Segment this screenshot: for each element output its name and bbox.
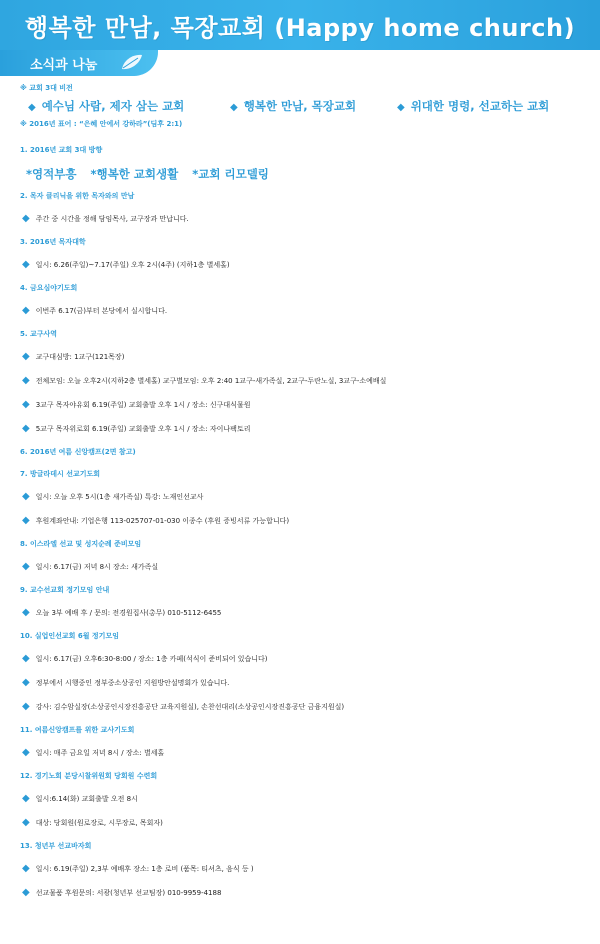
section-title: 11. 여름신앙캠프를 위한 교사기도회 [20,726,135,734]
list-item [20,369,590,393]
diamond-bullet-icon: ◆ [22,677,30,688]
diamond-bullet-icon: ◆ [22,351,30,362]
list-item-text: 이번주 6.17(금)부터 본당에서 실시합니다. [35,307,168,315]
direction-item: *교회 리모델링 [192,167,269,181]
section-list [20,139,590,905]
diamond-bullet-icon: ◆ [22,259,30,270]
diamond-bullet-icon: ◆ [22,887,30,898]
list-item-text: 일시:6.14(화) 교회출발 오전 8시 [35,795,138,803]
vision-text: 예수님 사람, 제자 삼는 교회 [41,99,185,113]
diamond-bullet-icon: ◆ [22,817,30,828]
diamond-bullet-icon: ◆ [22,375,30,386]
list-item [20,811,590,835]
list-item-text: 오늘 3부 예배 후 / 문의: 전경원집사(총무) 010-5112-6455 [35,609,222,617]
section-title: 6. 2016년 여름 신앙캠프(2면 참고) [20,448,136,456]
list-item [20,485,590,509]
direction-list [20,161,590,185]
diamond-bullet-icon: ◆ [22,747,30,758]
section-title: 8. 이스라엘 선교 및 성지순례 준비모임 [20,540,142,548]
section-title: 10. 실업인선교회 6월 정기모임 [20,632,119,640]
list-item-text: 일시: 6.19(주일) 2,3부 예배후 장소: 1층 로비 (품목: 티셔츠, 음식 등 ) [35,865,254,873]
diamond-bullet-icon: ◆ [22,793,30,804]
list-item [20,299,590,323]
page-title: 행복한 만남, 목장교회 (Happy home church) [24,13,576,42]
diamond-bullet-icon: ◆ [22,515,30,526]
direction-item: *행복한 교회생활 [90,167,179,181]
list-item-text: 일시: 매주 금요일 저녁 8시 / 장소: 별세홀 [35,749,165,757]
list-item [20,741,590,765]
vision-text: 위대한 명령, 선교하는 교회 [410,99,550,113]
list-item-text: 교구대심방: 1교구(121목장) [35,353,125,361]
section-title: 2. 목자 클리닉을 위한 목자와의 만남 [20,192,135,200]
vision-item [28,97,230,116]
list-item-text: 선교물품 후원문의: 서광(청년부 선교팀장) 010-9959-4188 [35,889,222,897]
diamond-bullet-icon: ◆ [22,701,30,712]
list-item [20,695,590,719]
list-item-text: 일시: 6.17(금) 저녁 8시 장소: 새가족실 [35,563,159,571]
section-title: 1. 2016년 교회 3대 방향 [20,146,103,154]
diamond-bullet-icon: ◆ [22,213,30,224]
list-item [20,647,590,671]
diamond-bullet-icon: ◆ [230,102,238,113]
diamond-bullet-icon: ◆ [22,399,30,410]
vision-heading: ※ 교회 3대 비전 [20,84,73,92]
diamond-bullet-icon: ◆ [397,102,405,113]
diamond-bullet-icon: ◆ [22,423,30,434]
diamond-bullet-icon: ◆ [22,653,30,664]
list-item-text: 대상: 당회원(원로장로, 시무장로, 목회자) [35,819,163,827]
section-title: 7. 방글라데시 선교기도회 [20,470,101,478]
list-item [20,207,590,231]
list-item [20,787,590,811]
list-item [20,857,590,881]
list-item [20,417,590,441]
diamond-bullet-icon: ◆ [28,102,36,113]
list-item-text: 정부에서 시행중인 정부중소상공인 지원방안설명회가 있습니다. [35,679,230,687]
list-item-text: 일시: 6.17(금) 오후6:30-8:00 / 장소: 1층 카페(석식이 준비되어 있습니다) [35,655,268,663]
news-content [20,80,590,905]
list-item [20,671,590,695]
direction-item: *영적부흥 [26,167,77,181]
section-title: 13. 청년부 선교바자회 [20,842,92,850]
list-item-text: 주간 중 시간을 정해 담임목사, 교구장과 만납니다. [35,215,189,223]
news-tab-label: 소식과 나눔 [30,57,98,73]
list-item-text: 전체모임: 오늘 오후2시(지하2층 별세홀) 교구별모임: 오후 2:40 1교구-새가족실, 2교구-두란노실, 3교구-소예배실 [35,377,387,385]
section-title: 9. 교수선교회 정기모임 안내 [20,586,110,594]
list-item [20,345,590,369]
list-item-text: 일시: 6.26(주일)~7.17(주일) 오후 2시(4주) (지하1층 별세홀) [35,261,230,269]
section-title: 5. 교구사역 [20,330,58,338]
diamond-bullet-icon: ◆ [22,305,30,316]
list-item [20,555,590,579]
list-item-text: 5교구 목자위로회 6.19(주일) 교회출발 오후 1시 / 장소: 자이나팩토리 [35,425,251,433]
list-item [20,601,590,625]
section-title: 3. 2016년 목자대학 [20,238,86,246]
list-item [20,393,590,417]
header-banner [0,0,600,50]
diamond-bullet-icon: ◆ [22,607,30,618]
list-item [20,253,590,277]
list-item-text: 일시: 오늘 오후 5시(1층 새가족실) 특강: 노재인선교사 [35,493,204,501]
motto-line: ※ 2016년 표어 : “은혜 안에서 강하라”(딤후 2:1) [20,120,183,128]
vision-item [230,97,397,116]
list-item-text: 후원계좌안내: 기업은행 113-025707-01-030 이종수 (후원 증빙서류 가능합니다) [35,517,290,525]
section-title: 12. 경기노회 분당시찰위원회 당회원 수련회 [20,772,158,780]
vision-text: 행복한 만남, 목장교회 [243,99,357,113]
section-title: 4. 금요심야기도회 [20,284,78,292]
list-item [20,881,590,905]
list-item-text: 강사: 김수암실장(소상공인시장진흥공단 교육지원실), 손찬선대리(소상공인시장진흥공단 금융지원실) [35,703,345,711]
list-item [20,509,590,533]
diamond-bullet-icon: ◆ [22,863,30,874]
vision-list [20,97,590,116]
list-item-text: 3교구 목자야유회 6.19(주일) 교회출발 오후 1시 / 장소: 신구대식물원 [35,401,251,409]
news-section-tab [0,50,158,76]
vision-item [397,97,549,116]
diamond-bullet-icon: ◆ [22,561,30,572]
diamond-bullet-icon: ◆ [22,491,30,502]
leaf-icon [120,53,144,77]
